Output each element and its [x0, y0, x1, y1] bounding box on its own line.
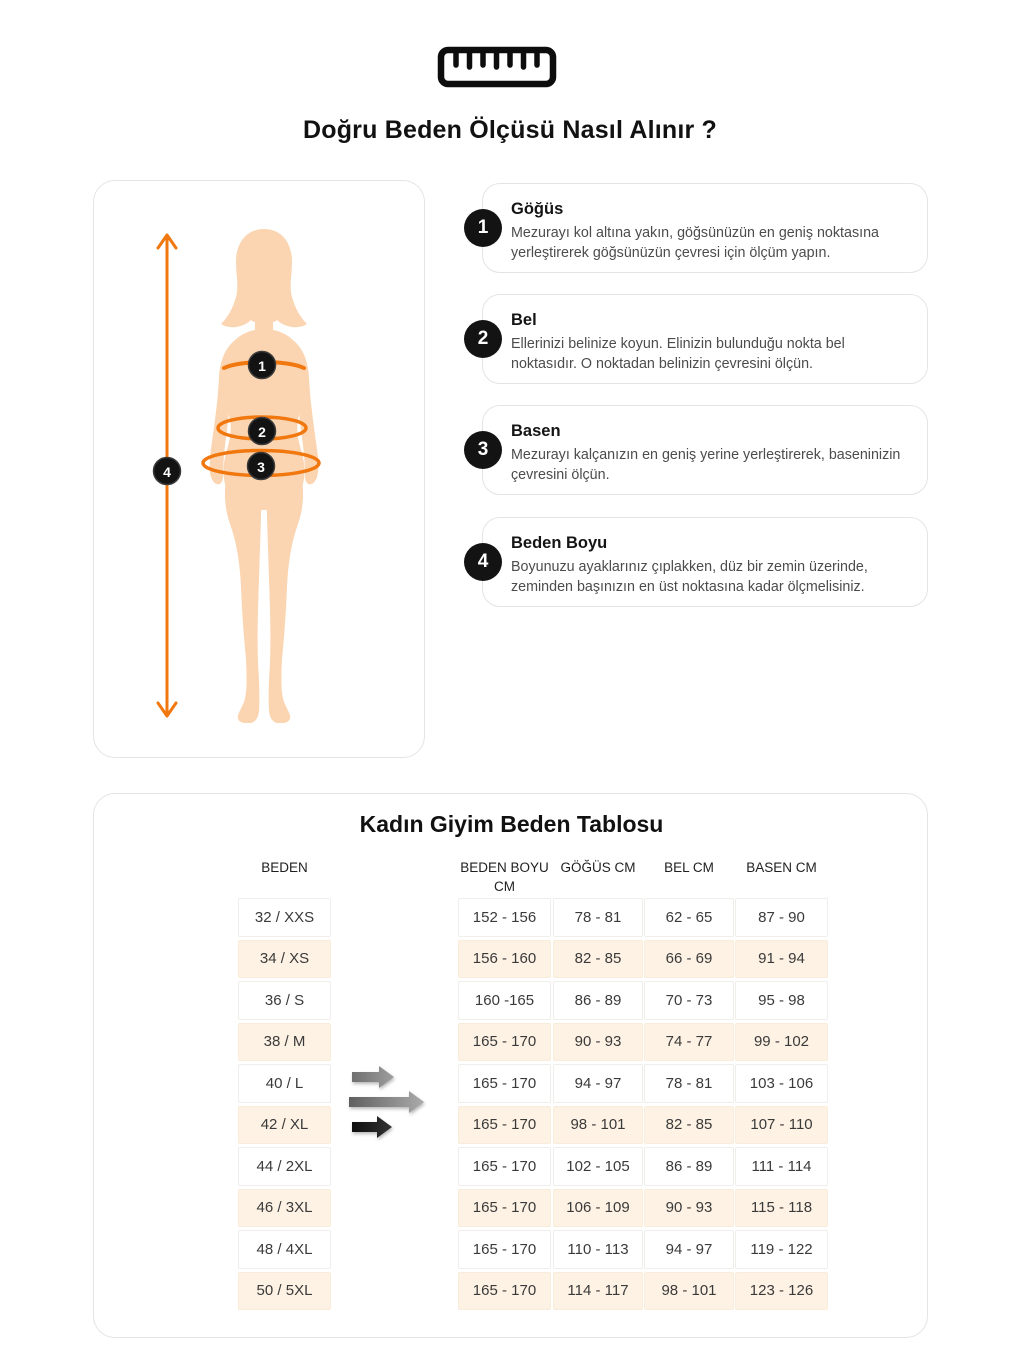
waist-cell: 78 - 81 [644, 1064, 734, 1103]
chest-cell: 106 - 109 [553, 1189, 643, 1228]
hips-badge [248, 453, 275, 480]
hips-cell: 111 - 114 [735, 1147, 828, 1186]
size-cell: 36 / S [238, 981, 331, 1020]
chest-cell: 114 - 117 [553, 1272, 643, 1311]
chest-cell: 90 - 93 [553, 1023, 643, 1062]
size-table-card [93, 793, 928, 1338]
size-table-title: Kadın Giyim Beden Tablosu [359, 811, 664, 837]
table-row [94, 898, 929, 937]
height-cell: 152 - 156 [458, 898, 551, 937]
table-row [94, 1064, 929, 1103]
chest-cell: 78 - 81 [553, 898, 643, 937]
instruction-text: Ellerinizi belinize koyun. Elinizin bulunduğu nokta bel noktasıdır. O noktadan belinizin çevresini ölçün. [511, 336, 845, 373]
column-header-height: BEDEN BOYU CM [460, 860, 549, 894]
column-header-waist: BEL CM [664, 860, 714, 875]
svg-text:4: 4 [163, 464, 171, 480]
height-cell: 165 - 170 [458, 1064, 551, 1103]
height-cell: 165 - 170 [458, 1023, 551, 1062]
table-row [94, 981, 929, 1020]
waist-cell: 62 - 65 [644, 898, 734, 937]
waist-cell: 94 - 97 [644, 1230, 734, 1269]
instruction-text: Mezurayı kalçanızın en geniş yerine yerleştirerek, baseninizin çevresini ölçün. [511, 447, 901, 484]
chest-cell: 86 - 89 [553, 981, 643, 1020]
body-measurement-diagram [93, 180, 425, 758]
table-row [94, 940, 929, 979]
hips-cell: 115 - 118 [735, 1189, 828, 1228]
svg-text:3: 3 [257, 459, 265, 475]
step-number-badge: 3 [464, 431, 502, 469]
height-cell: 156 - 160 [458, 940, 551, 979]
hips-cell: 95 - 98 [735, 981, 828, 1020]
hips-cell: 119 - 122 [735, 1230, 828, 1269]
waist-cell: 66 - 69 [644, 940, 734, 979]
chest-cell: 102 - 105 [553, 1147, 643, 1186]
column-header-hips: BASEN CM [746, 860, 817, 875]
instruction-card-hips [477, 405, 928, 495]
instruction-title: Göğüs [511, 200, 564, 218]
height-cell: 165 - 170 [458, 1106, 551, 1145]
column-header-size: BEDEN [261, 860, 308, 875]
table-row [94, 1147, 929, 1186]
waist-cell: 98 - 101 [644, 1272, 734, 1311]
waist-badge [249, 418, 276, 445]
instruction-text: Boyunuzu ayaklarınız çıplakken, düz bir zemin üzerinde, zeminden başınızın en üst noktasına kadar ölçmelisiniz. [511, 559, 868, 596]
hips-cell: 107 - 110 [735, 1106, 828, 1145]
body-silhouette [199, 229, 329, 723]
table-row [94, 1023, 929, 1062]
instruction-card-waist [477, 294, 928, 384]
size-cell: 46 / 3XL [238, 1189, 331, 1228]
hips-cell: 103 - 106 [735, 1064, 828, 1103]
size-table-rows [94, 898, 929, 1313]
height-cell: 165 - 170 [458, 1147, 551, 1186]
height-cell: 160 -165 [458, 981, 551, 1020]
table-row [94, 1230, 929, 1269]
step-number-badge: 2 [464, 320, 502, 358]
instruction-card-height [477, 517, 928, 607]
size-cell: 44 / 2XL [238, 1147, 331, 1186]
ruler-icon [437, 46, 557, 88]
instruction-text: Mezurayı kol altına yakın, göğsünüzün en geniş noktasına yerleştirerek göğsünüzün çevresi için ölçüm yapın. [511, 225, 879, 262]
size-cell: 32 / XXS [238, 898, 331, 937]
svg-text:2: 2 [258, 424, 266, 440]
height-cell: 165 - 170 [458, 1230, 551, 1269]
silhouette-left-leg [225, 475, 262, 723]
size-cell: 42 / XL [238, 1106, 331, 1145]
chest-cell: 94 - 97 [553, 1064, 643, 1103]
hips-cell: 123 - 126 [735, 1272, 828, 1311]
hips-cell: 87 - 90 [735, 898, 828, 937]
svg-text:1: 1 [258, 358, 266, 374]
column-header-chest: GÖĞÜS CM [560, 860, 636, 875]
hips-cell: 99 - 102 [735, 1023, 828, 1062]
step-number-badge: 4 [464, 543, 502, 581]
chest-cell: 82 - 85 [553, 940, 643, 979]
size-cell: 48 / 4XL [238, 1230, 331, 1269]
chest-badge [249, 352, 276, 379]
chest-cell: 110 - 113 [553, 1230, 643, 1269]
height-cell: 165 - 170 [458, 1189, 551, 1228]
instruction-title: Basen [511, 422, 561, 440]
height-cell: 165 - 170 [458, 1272, 551, 1311]
size-cell: 34 / XS [238, 940, 331, 979]
size-cell: 40 / L [238, 1064, 331, 1103]
size-cell: 50 / 5XL [238, 1272, 331, 1311]
table-row [94, 1106, 929, 1145]
size-cell: 38 / M [238, 1023, 331, 1062]
table-row [94, 1189, 929, 1228]
table-row [94, 1272, 929, 1311]
waist-cell: 86 - 89 [644, 1147, 734, 1186]
height-arrow [152, 223, 182, 728]
chest-cell: 98 - 101 [553, 1106, 643, 1145]
instruction-title: Bel [511, 311, 537, 329]
instruction-title: Beden Boyu [511, 534, 608, 552]
waist-cell: 90 - 93 [644, 1189, 734, 1228]
instruction-card-chest [477, 183, 928, 273]
waist-cell: 82 - 85 [644, 1106, 734, 1145]
waist-cell: 70 - 73 [644, 981, 734, 1020]
waist-cell: 74 - 77 [644, 1023, 734, 1062]
step-number-badge: 1 [464, 209, 502, 247]
silhouette-right-leg [266, 475, 303, 723]
hips-cell: 91 - 94 [735, 940, 828, 979]
page-title: Doğru Beden Ölçüsü Nasıl Alınır ? [302, 116, 718, 144]
height-badge [154, 458, 181, 485]
